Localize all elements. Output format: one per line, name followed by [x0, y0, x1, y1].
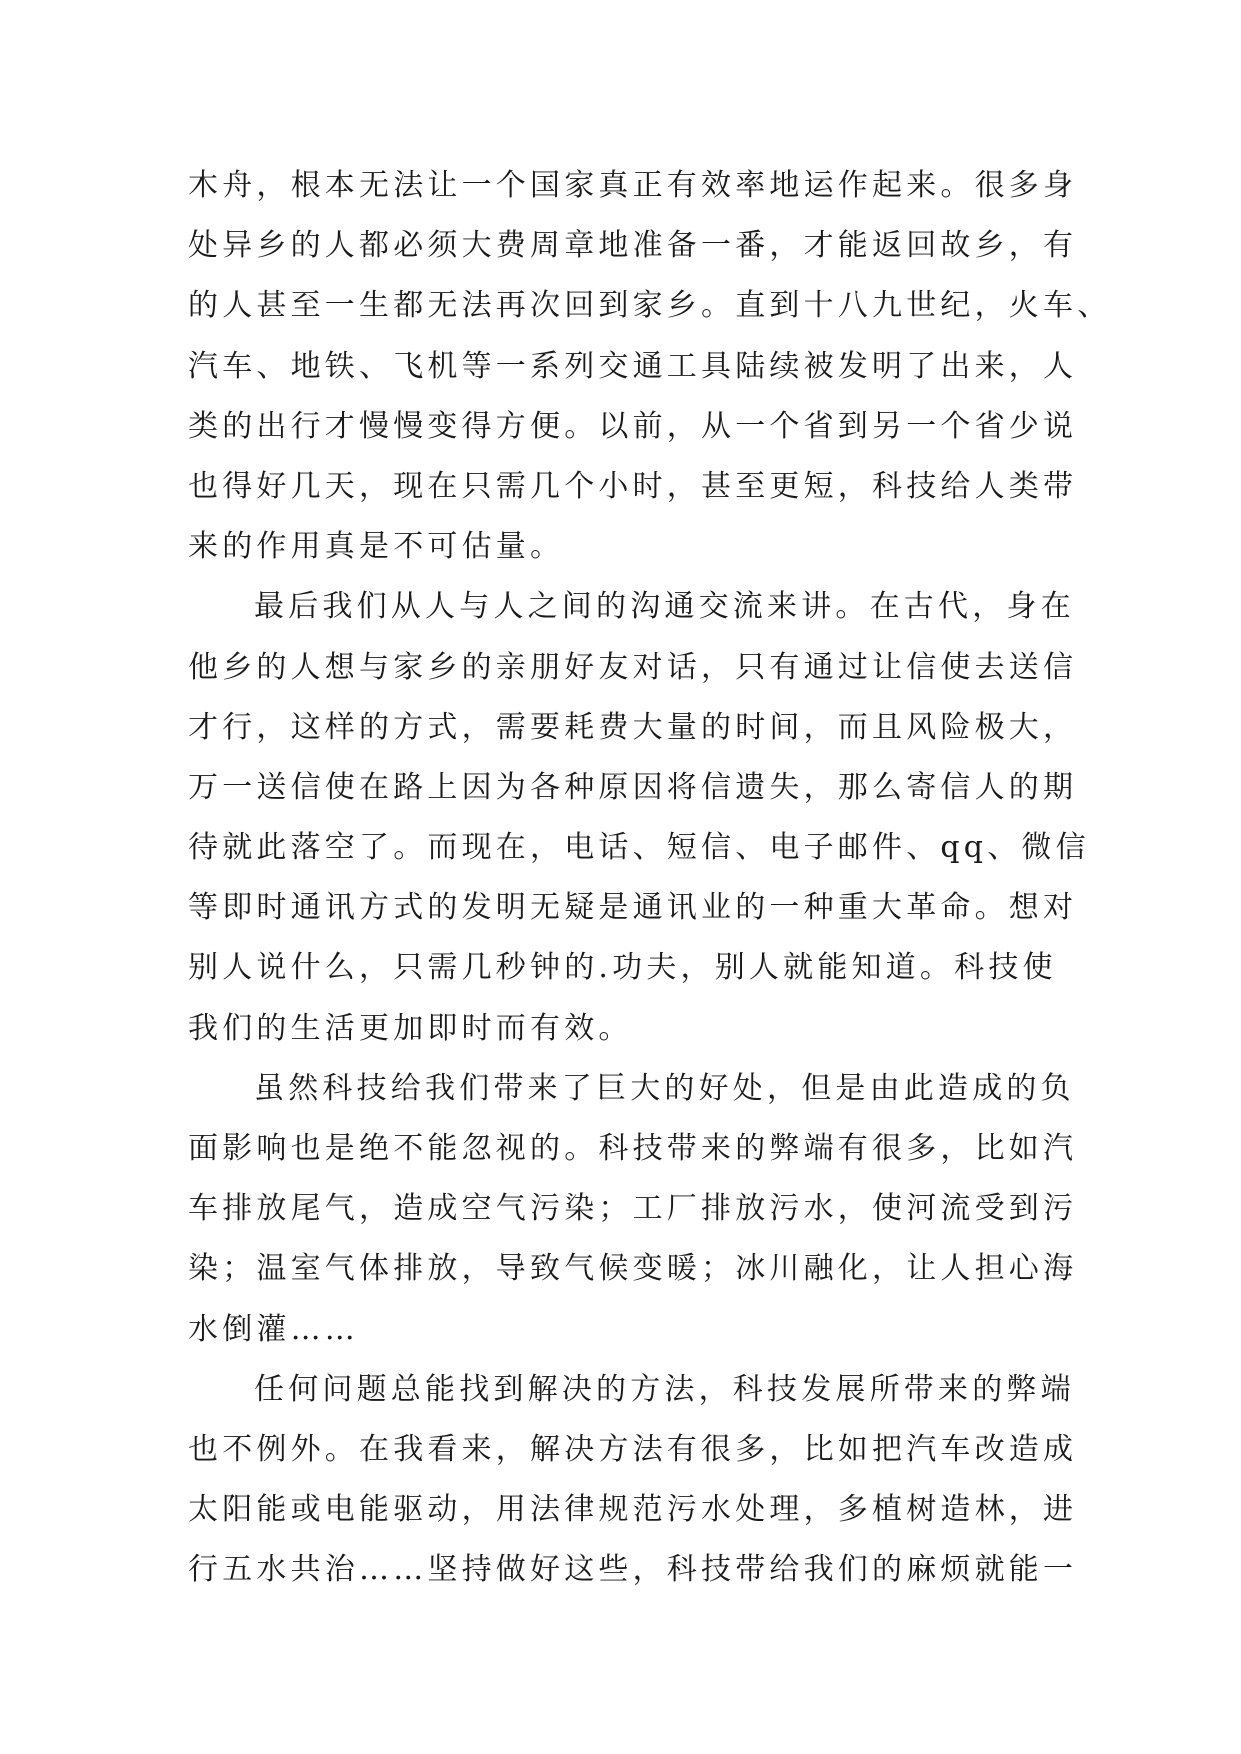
- text-line: 才行，这样的方式，需要耗费大量的时间，而且风险极大，: [188, 709, 1078, 745]
- text-line: 类的出行才慢慢变得方便。以前，从一个省到另一个省少说: [188, 408, 1078, 444]
- text-line: 他乡的人想与家乡的亲朋好友对话，只有通过让信使去送信: [188, 649, 1078, 685]
- text-line: 木舟，根本无法让一个国家真正有效率地运作起来。很多身: [188, 168, 1078, 203]
- text-line: 面影响也是绝不能忽视的。科技带来的弊端有很多，比如汽: [188, 1131, 1078, 1166]
- text-line: 也不例外。在我看来，解决方法有很多，比如把汽车改造成: [188, 1431, 1078, 1467]
- text-line: 等即时通讯方式的发明无疑是通讯业的一种重大革命。想对: [188, 890, 1078, 926]
- text-line: 别人说什么，只需几秒钟的.功夫，别人就能知道。科技使: [188, 950, 1057, 986]
- text-line: 染；温室气体排放，导致气候变暖；冰川融化，让人担心海: [188, 1251, 1078, 1287]
- body-text: [188, 156, 1112, 1601]
- paragraph-first-line: 虽然科技给我们带来了巨大的好处，但是由此造成的负: [254, 1070, 1075, 1106]
- text-line: 行五水共治……坚持做好这些，科技带给我们的麻烦就能一: [188, 1552, 1078, 1588]
- text-line: 也得好几天，现在只需几个小时，甚至更短，科技给人类带: [188, 468, 1078, 504]
- text-line: 车排放尾气，造成空气污染；工厂排放污水，使河流受到污: [188, 1191, 1078, 1227]
- text-line: 我们的生活更加即时而有效。: [188, 1010, 633, 1046]
- text-line: 汽车、地铁、飞机等一系列交通工具陆续被发明了出来，人: [188, 348, 1078, 384]
- text-line: 万一送信使在路上因为各种原因将信遗失，那么寄信人的期: [188, 769, 1078, 805]
- text-line: 水倒灌……: [188, 1311, 359, 1347]
- text-line: 处异乡的人都必须大费周章地准备一番，才能返回故乡，有: [188, 228, 1078, 264]
- text-line: 的人甚至一生都无法再次回到家乡。直到十八九世纪，火车、: [188, 288, 1112, 324]
- text-line: 来的作用真是不可估量。: [188, 529, 565, 565]
- paragraph-first-line: 最后我们从人与人之间的沟通交流来讲。在古代，身在: [254, 589, 1075, 625]
- text-line: 待就此落空了。而现在，电话、短信、电子邮件、qq、微信: [188, 830, 1090, 866]
- paragraph-first-line: 任何问题总能找到解决的方法，科技发展所带来的弊端: [254, 1371, 1075, 1407]
- text-line: 太阳能或电能驱动，用法律规范污水处理，多植树造林，进: [188, 1492, 1078, 1528]
